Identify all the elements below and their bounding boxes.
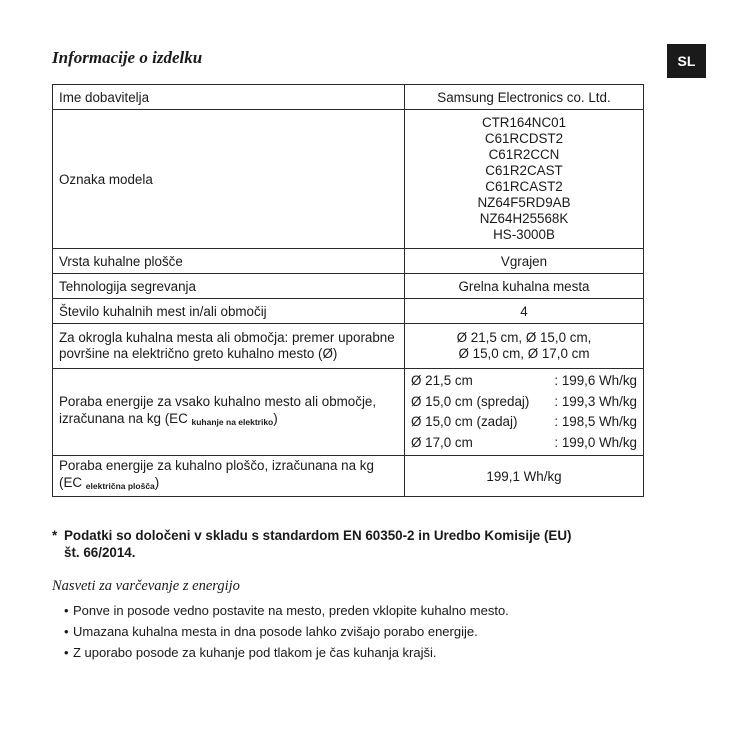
energy-zone-row xyxy=(411,433,637,454)
footnote-line: Podatki so določeni v skladu s standardom EN 60350-2 in Uredbo Komisije (EU) xyxy=(64,528,572,543)
diameter-value xyxy=(405,324,644,369)
energy-zone-name: Ø 17,0 cm xyxy=(411,434,473,450)
table-row xyxy=(53,456,644,497)
hob-type-label: Vrsta kuhalne plošče xyxy=(53,249,405,274)
energy-zone-row xyxy=(411,412,637,433)
table-row xyxy=(53,249,644,274)
supplier-value: Samsung Electronics co. Ltd. xyxy=(405,85,644,110)
model-item: NZ64F5RD9AB xyxy=(477,195,571,210)
diameter-label: Za okrogla kuhalna mesta ali območja: premer uporabne površine na električno greto kuhalno mesto (Ø) xyxy=(53,324,405,369)
zones-count-label: Število kuhalnih mest in/ali območij xyxy=(53,299,405,324)
total-label-end: ) xyxy=(154,475,160,490)
diameter-line: Ø 15,0 cm, Ø 17,0 cm xyxy=(458,346,590,361)
footnote-mark: * xyxy=(52,528,58,543)
energy-per-zone-values xyxy=(405,369,644,456)
model-item: C61RCDST2 xyxy=(484,131,564,146)
energy-zone-value: : 199,0 Wh/kg xyxy=(554,434,637,450)
section-title: Informacije o izdelku xyxy=(52,48,203,67)
energy-total-value: 199,1 Wh/kg xyxy=(405,456,644,497)
energy-zone-name: Ø 21,5 cm xyxy=(411,373,473,388)
language-badge: SL xyxy=(667,44,706,78)
tips-list xyxy=(64,600,509,663)
energy-label-end: ) xyxy=(273,411,278,426)
energy-zone-row xyxy=(411,371,637,392)
energy-zone-row xyxy=(411,392,637,413)
tip-item: • Ponve in posode vedno postavite na mesto, preden vklopite kuhalno mesto. xyxy=(64,600,509,621)
energy-total-label xyxy=(53,456,405,497)
heating-tech-label: Tehnologija segrevanja xyxy=(53,274,405,299)
zones-count-value: 4 xyxy=(405,299,644,324)
energy-zone-value: : 199,3 Wh/kg xyxy=(554,393,637,409)
table-row xyxy=(53,324,644,369)
energy-per-zone-label xyxy=(53,369,405,456)
model-item: NZ64H25568K xyxy=(479,211,569,226)
energy-zone-name: Ø 15,0 cm (spredaj) xyxy=(411,393,530,409)
tip-item: • Umazana kuhalna mesta in dna posode lahko zvišajo porabo energije. xyxy=(64,621,509,642)
footnote xyxy=(52,527,652,561)
model-item: C61R2CAST xyxy=(485,163,563,178)
table-row xyxy=(53,369,644,456)
table-row xyxy=(53,85,644,110)
table-row xyxy=(53,274,644,299)
table-row xyxy=(53,110,644,249)
hob-type-value: Vgrajen xyxy=(405,249,644,274)
diameter-line: Ø 21,5 cm, Ø 15,0 cm, xyxy=(456,330,592,345)
energy-zone-name: Ø 15,0 cm (zadaj) xyxy=(411,414,518,429)
total-label-text: Poraba energije za kuhalno ploščo, izračunana na kg (EC xyxy=(59,458,374,490)
tip-item: • Z uporabo posode za kuhanje pod tlakom je čas kuhanja krajši. xyxy=(64,642,509,663)
supplier-label: Ime dobavitelja xyxy=(53,85,405,110)
energy-zone-value: : 198,5 Wh/kg xyxy=(554,414,637,429)
total-label-subscript: električna plošča xyxy=(85,481,155,491)
model-list xyxy=(405,110,644,249)
product-info-table xyxy=(52,84,644,497)
heating-tech-value: Grelna kuhalna mesta xyxy=(405,274,644,299)
energy-zone-value: : 199,6 Wh/kg xyxy=(554,373,637,388)
energy-label-subscript: kuhanje na elektriko xyxy=(191,417,274,427)
model-item: HS-3000B xyxy=(493,227,555,242)
energy-label-text: Poraba energije za vsako kuhalno mesto ali območje, izračunana na kg (EC xyxy=(59,394,377,426)
model-item: CTR164NC01 xyxy=(481,115,567,130)
model-item: C61RCAST2 xyxy=(485,179,563,194)
table-row xyxy=(53,299,644,324)
model-item: C61R2CCN xyxy=(488,147,560,162)
footnote-line: št. 66/2014. xyxy=(64,545,136,560)
tips-title: Nasveti za varčevanje z energijo xyxy=(52,578,240,594)
model-label: Oznaka modela xyxy=(53,110,405,249)
